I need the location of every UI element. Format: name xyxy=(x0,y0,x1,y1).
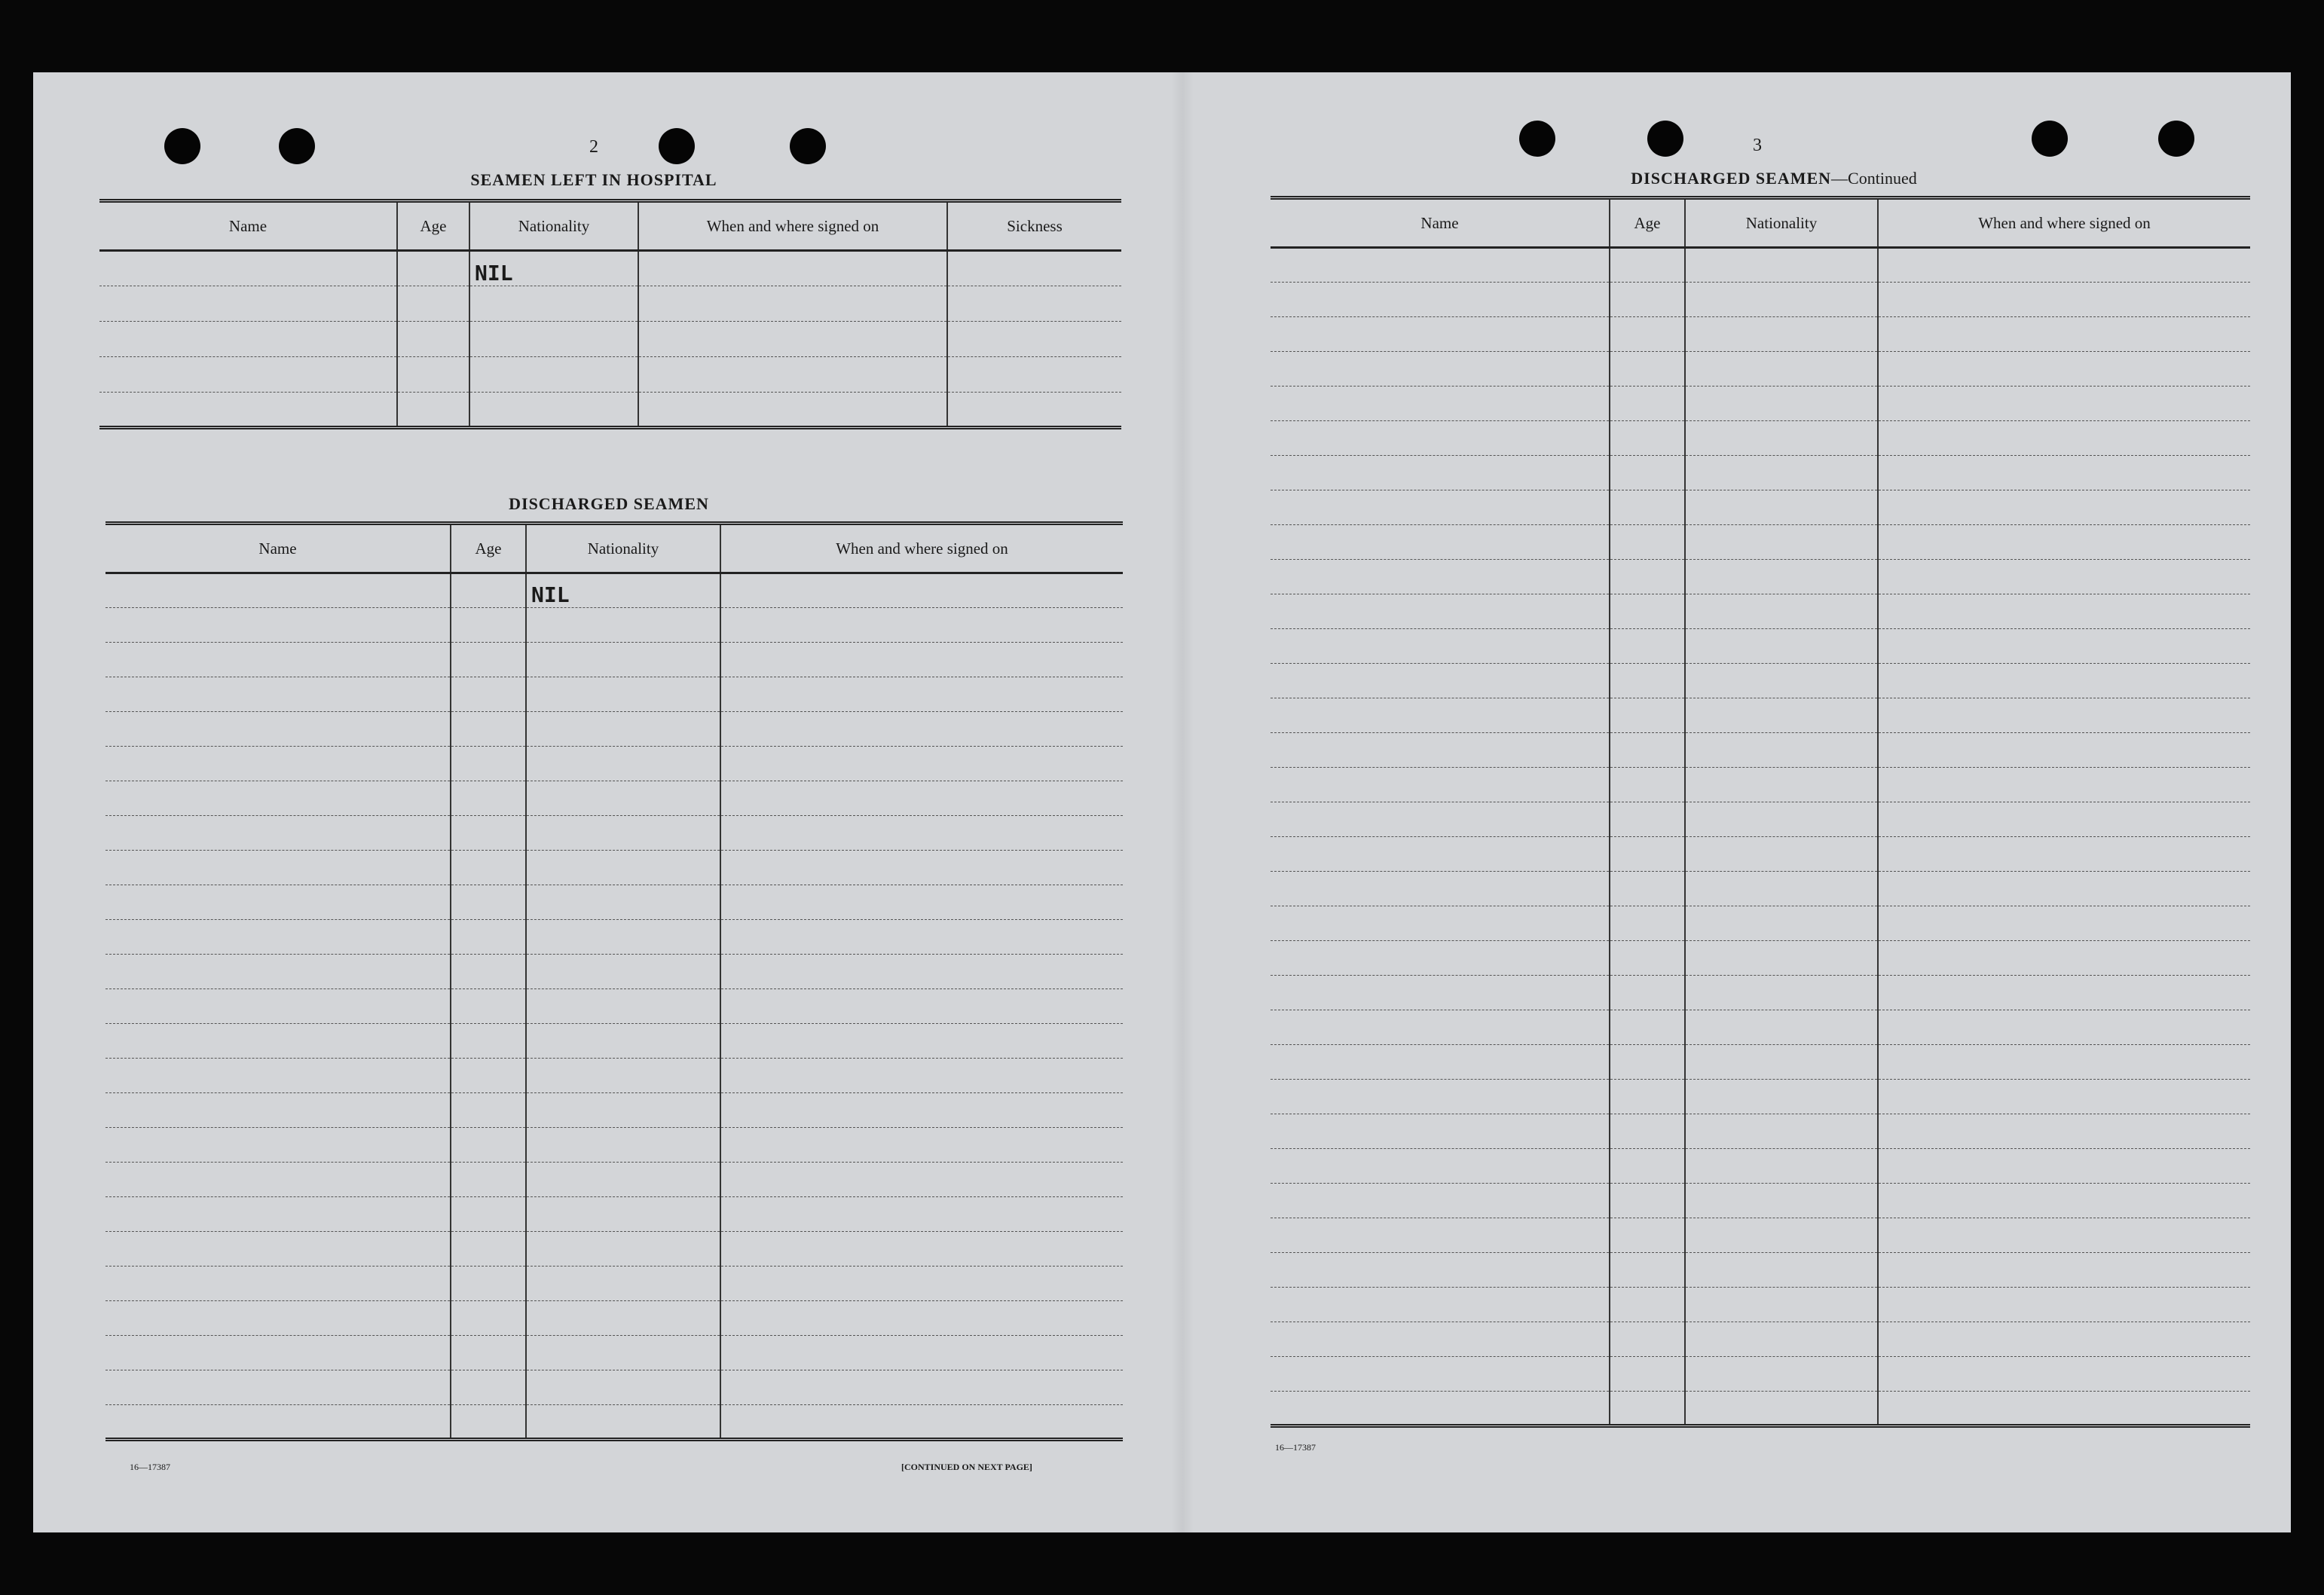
punch-hole xyxy=(1647,121,1683,157)
table-row xyxy=(105,1128,1123,1163)
table-row xyxy=(105,1093,1123,1128)
table-row xyxy=(1271,352,2250,387)
table-row xyxy=(105,955,1123,989)
table-row xyxy=(105,712,1123,747)
column-header-nationality: Nationality xyxy=(526,524,720,573)
table-row xyxy=(99,357,1121,393)
table-row xyxy=(1271,664,2250,698)
nil-entry: NIL xyxy=(531,582,570,607)
continued-note: [CONTINUED ON NEXT PAGE] xyxy=(901,1462,1032,1472)
form-number: 16—17387 xyxy=(1275,1442,1316,1453)
table-row xyxy=(1271,837,2250,872)
table-header-row xyxy=(1271,198,2250,248)
table-row xyxy=(105,643,1123,677)
hospital-table-title: SEAMEN LEFT IN HOSPITAL xyxy=(470,170,717,189)
table-row xyxy=(105,1059,1123,1093)
page-number: 2 xyxy=(589,137,598,157)
table-row xyxy=(1271,594,2250,629)
table-row xyxy=(1271,1322,2250,1357)
table-row xyxy=(1271,1218,2250,1253)
table-row xyxy=(105,1024,1123,1059)
column-header-signed-on: When and where signed on xyxy=(1878,198,2250,248)
table-row xyxy=(1271,1010,2250,1045)
nil-entry: NIL xyxy=(475,261,513,286)
column-header-nationality: Nationality xyxy=(1685,198,1878,248)
discharged-continued-table xyxy=(1271,196,2250,1428)
table-row xyxy=(105,816,1123,851)
page-number: 3 xyxy=(1753,136,1762,155)
table-row xyxy=(105,747,1123,781)
punch-hole xyxy=(2032,121,2068,157)
table-row xyxy=(1271,1357,2250,1392)
table-row xyxy=(1271,872,2250,906)
table-row xyxy=(105,573,1123,608)
punch-hole xyxy=(1519,121,1555,157)
column-header-sickness: Sickness xyxy=(947,201,1121,251)
table-row xyxy=(105,677,1123,712)
table-row xyxy=(1271,1045,2250,1080)
table-row xyxy=(1271,456,2250,490)
right-page xyxy=(1179,72,2291,1532)
table-row xyxy=(105,1336,1123,1370)
table-row xyxy=(99,322,1121,357)
table-row xyxy=(105,1370,1123,1405)
discharged-table xyxy=(105,521,1123,1441)
table-row xyxy=(105,781,1123,816)
table-row xyxy=(99,393,1121,428)
column-header-name: Name xyxy=(99,201,397,251)
table-row xyxy=(105,1301,1123,1336)
table-row xyxy=(105,608,1123,643)
column-header-signed-on: When and where signed on xyxy=(638,201,947,251)
table-row xyxy=(1271,1288,2250,1322)
column-header-name: Name xyxy=(105,524,451,573)
hospital-table xyxy=(99,199,1121,429)
column-header-age: Age xyxy=(1610,198,1685,248)
table-header-row xyxy=(105,524,1123,573)
column-header-nationality: Nationality xyxy=(469,201,638,251)
table-row xyxy=(1271,560,2250,594)
table-row xyxy=(1271,733,2250,768)
title-main: DISCHARGED SEAMEN xyxy=(1631,169,1832,188)
table-row xyxy=(1271,421,2250,456)
document-sheet xyxy=(33,72,2291,1532)
column-header-signed-on: When and where signed on xyxy=(720,524,1123,573)
table-row xyxy=(105,1232,1123,1267)
table-row xyxy=(1271,1114,2250,1149)
table-row xyxy=(1271,768,2250,802)
table-row xyxy=(1271,906,2250,941)
punch-hole xyxy=(2158,121,2194,157)
table-row xyxy=(1271,629,2250,664)
table-row xyxy=(1271,283,2250,317)
table-row xyxy=(105,1197,1123,1232)
table-row xyxy=(1271,525,2250,560)
table-row xyxy=(105,1163,1123,1197)
table-row xyxy=(105,885,1123,920)
table-row xyxy=(1271,698,2250,733)
table-row xyxy=(1271,490,2250,525)
table-row xyxy=(1271,802,2250,837)
table-row xyxy=(105,1267,1123,1301)
column-header-name: Name xyxy=(1271,198,1610,248)
table-row xyxy=(99,251,1121,286)
table-row xyxy=(105,920,1123,955)
title-suffix: —Continued xyxy=(1831,169,1917,188)
column-header-age: Age xyxy=(451,524,526,573)
table-row xyxy=(1271,1253,2250,1288)
table-row xyxy=(99,286,1121,322)
discharged-continued-title xyxy=(1631,169,1916,188)
column-header-age: Age xyxy=(397,201,469,251)
table-row xyxy=(1271,941,2250,976)
punch-hole xyxy=(790,128,826,164)
table-row xyxy=(1271,1080,2250,1114)
left-page xyxy=(33,72,1179,1532)
table-row xyxy=(1271,1184,2250,1218)
table-row xyxy=(1271,387,2250,421)
table-row xyxy=(1271,317,2250,352)
table-row xyxy=(1271,1392,2250,1426)
punch-hole xyxy=(659,128,695,164)
table-row xyxy=(1271,248,2250,283)
table-row xyxy=(105,1405,1123,1440)
table-row xyxy=(105,989,1123,1024)
table-row xyxy=(105,851,1123,885)
form-number: 16—17387 xyxy=(130,1462,170,1472)
punch-hole xyxy=(279,128,315,164)
table-header-row xyxy=(99,201,1121,251)
punch-hole xyxy=(164,128,200,164)
discharged-table-title: DISCHARGED SEAMEN xyxy=(509,494,709,513)
table-row xyxy=(1271,1149,2250,1184)
table-row xyxy=(1271,976,2250,1010)
